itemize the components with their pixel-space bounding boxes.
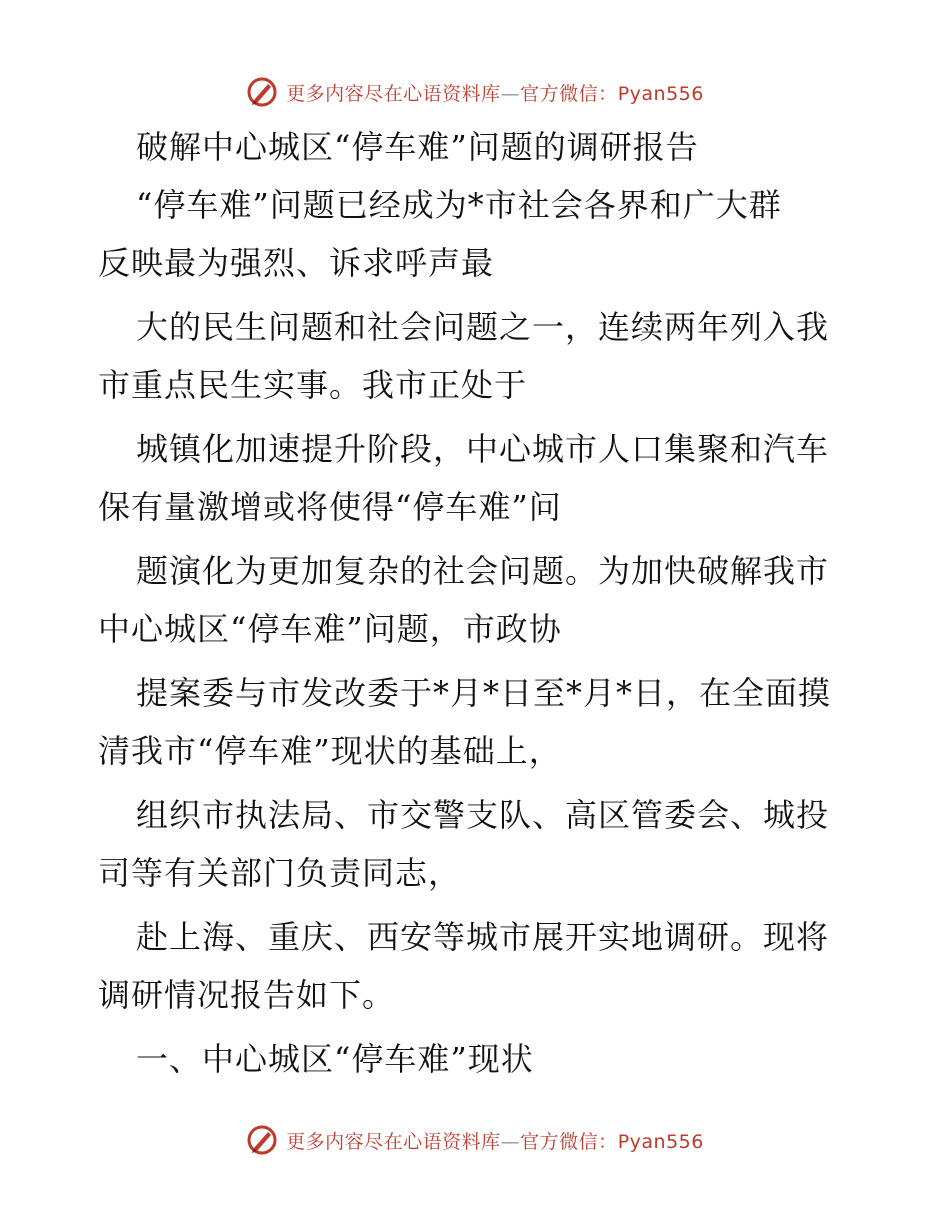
pen-logo-icon xyxy=(246,1124,278,1156)
paragraph-line: 反映最为强烈、诉求呼声最 xyxy=(98,244,495,282)
watermark-library-text: 更多内容尽在心语资料库 xyxy=(286,82,501,105)
watermark-dash: — xyxy=(500,82,521,105)
watermark-library-text: 更多内容尽在心语资料库 xyxy=(286,1130,501,1153)
paragraph-line: 保有量激增或将使得“停车难”问 xyxy=(98,488,562,526)
paragraph-line: “停车难”问题已经成为*市社会各界和广大群 xyxy=(136,186,782,224)
paragraph-line: 题演化为更加复杂的社会问题。为加快破解我市 xyxy=(136,552,830,590)
paragraph-line: 调研情况报告如下。 xyxy=(98,976,396,1014)
document-title: 破解中心城区“停车难”问题的调研报告 xyxy=(136,128,699,166)
watermark-text xyxy=(286,1127,704,1154)
watermark-official-text: 官方微信： xyxy=(520,82,618,105)
document-body xyxy=(98,118,858,1088)
pen-logo-icon xyxy=(246,76,278,108)
header-watermark xyxy=(0,72,950,112)
watermark-dash: — xyxy=(500,1130,521,1153)
watermark-account-id: Pyan556 xyxy=(617,82,704,105)
watermark-official-text: 官方微信： xyxy=(520,1130,618,1153)
paragraph-line: 组织市执法局、市交警支队、高区管委会、城投 xyxy=(136,796,830,834)
paragraph-line: 大的民生问题和社会问题之一，连续两年列入我 xyxy=(136,308,830,346)
paragraph-line: 市重点民生实事。我市正处于 xyxy=(98,366,528,404)
paragraph-line: 清我市“停车难”现状的基础上， xyxy=(98,732,562,770)
paragraph-line: 城镇化加速提升阶段，中心城市人口集聚和汽车 xyxy=(136,430,830,468)
paragraph-line: 中心城区“停车难”问题，市政协 xyxy=(98,610,562,648)
paragraph-line: 提案委与市发改委于*月*日至*月*日，在全面摸 xyxy=(136,674,832,712)
paragraph-line: 司等有关部门负责同志， xyxy=(98,854,462,892)
section-heading: 一、中心城区“停车难”现状 xyxy=(136,1040,534,1078)
footer-watermark xyxy=(0,1120,950,1160)
watermark-account-id: Pyan556 xyxy=(617,1130,704,1153)
watermark-text xyxy=(286,79,704,106)
paragraph-line: 赴上海、重庆、西安等城市展开实地调研。现将 xyxy=(136,918,830,956)
